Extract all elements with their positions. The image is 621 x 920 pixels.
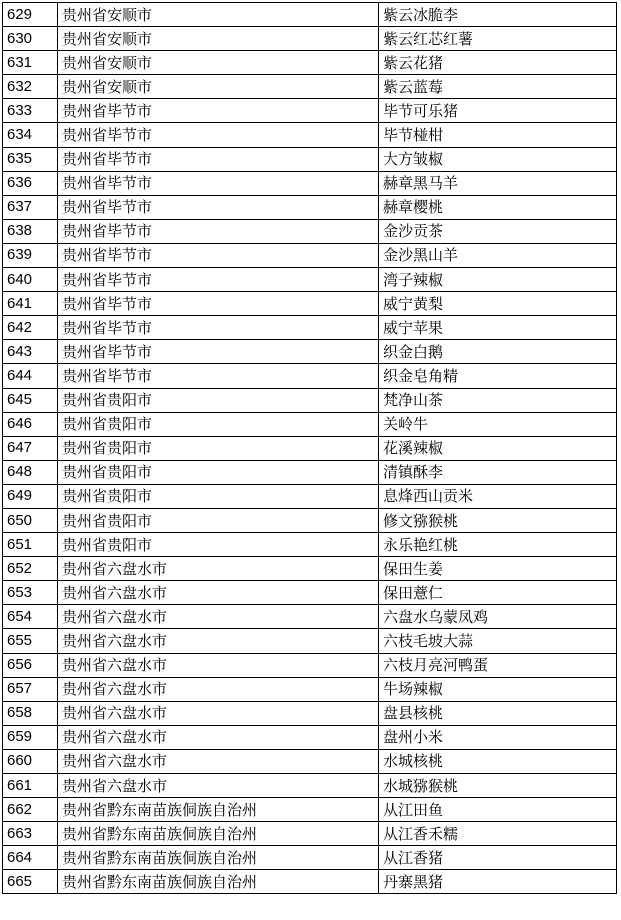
location-cell: 贵州省毕节市 xyxy=(58,195,379,219)
row-number-cell: 649 xyxy=(3,484,58,508)
product-name-cell: 水城核桃 xyxy=(379,749,617,773)
product-name-cell: 保田薏仁 xyxy=(379,581,617,605)
table-row xyxy=(3,51,617,75)
table-row xyxy=(3,195,617,219)
product-name-cell: 六盘水乌蒙凤鸡 xyxy=(379,605,617,629)
product-name-cell: 紫云花猪 xyxy=(379,51,617,75)
table-row xyxy=(3,171,617,195)
row-number-cell: 631 xyxy=(3,51,58,75)
row-number-cell: 636 xyxy=(3,171,58,195)
table-row xyxy=(3,99,617,123)
table-body xyxy=(3,3,617,894)
row-number-cell: 640 xyxy=(3,268,58,292)
table-row xyxy=(3,870,617,894)
row-number-cell: 654 xyxy=(3,605,58,629)
row-number-cell: 639 xyxy=(3,243,58,267)
location-cell: 贵州省六盘水市 xyxy=(58,677,379,701)
table-row xyxy=(3,388,617,412)
row-number-cell: 661 xyxy=(3,774,58,798)
row-number-cell: 663 xyxy=(3,822,58,846)
table-row xyxy=(3,219,617,243)
location-cell: 贵州省六盘水市 xyxy=(58,725,379,749)
row-number-cell: 651 xyxy=(3,533,58,557)
table-row xyxy=(3,316,617,340)
table-row xyxy=(3,533,617,557)
product-name-cell: 紫云冰脆李 xyxy=(379,3,617,27)
row-number-cell: 665 xyxy=(3,870,58,894)
product-name-cell: 清镇酥李 xyxy=(379,460,617,484)
table-row xyxy=(3,243,617,267)
table-row xyxy=(3,725,617,749)
location-cell: 贵州省毕节市 xyxy=(58,147,379,171)
product-name-cell: 紫云蓝莓 xyxy=(379,75,617,99)
row-number-cell: 658 xyxy=(3,701,58,725)
table-row xyxy=(3,123,617,147)
product-name-cell: 毕节可乐猪 xyxy=(379,99,617,123)
row-number-cell: 642 xyxy=(3,316,58,340)
product-name-cell: 丹寨黑猪 xyxy=(379,870,617,894)
product-name-cell: 修文猕猴桃 xyxy=(379,508,617,532)
product-name-cell: 织金皂角精 xyxy=(379,364,617,388)
product-name-cell: 永乐艳红桃 xyxy=(379,533,617,557)
location-cell: 贵州省安顺市 xyxy=(58,3,379,27)
product-name-cell: 梵净山茶 xyxy=(379,388,617,412)
row-number-cell: 634 xyxy=(3,123,58,147)
row-number-cell: 656 xyxy=(3,653,58,677)
location-cell: 贵州省贵阳市 xyxy=(58,412,379,436)
table-row xyxy=(3,75,617,99)
row-number-cell: 664 xyxy=(3,846,58,870)
row-number-cell: 645 xyxy=(3,388,58,412)
row-number-cell: 653 xyxy=(3,581,58,605)
location-cell: 贵州省安顺市 xyxy=(58,27,379,51)
product-name-cell: 保田生姜 xyxy=(379,557,617,581)
location-cell: 贵州省贵阳市 xyxy=(58,388,379,412)
location-cell: 贵州省毕节市 xyxy=(58,364,379,388)
location-cell: 贵州省贵阳市 xyxy=(58,484,379,508)
product-name-cell: 花溪辣椒 xyxy=(379,436,617,460)
table-row xyxy=(3,147,617,171)
table-row xyxy=(3,701,617,725)
row-number-cell: 629 xyxy=(3,3,58,27)
location-cell: 贵州省贵阳市 xyxy=(58,460,379,484)
row-number-cell: 646 xyxy=(3,412,58,436)
product-name-cell: 从江田鱼 xyxy=(379,798,617,822)
row-number-cell: 650 xyxy=(3,508,58,532)
location-cell: 贵州省六盘水市 xyxy=(58,774,379,798)
location-cell: 贵州省贵阳市 xyxy=(58,436,379,460)
row-number-cell: 643 xyxy=(3,340,58,364)
location-cell: 贵州省黔东南苗族侗族自治州 xyxy=(58,822,379,846)
location-cell: 贵州省六盘水市 xyxy=(58,557,379,581)
row-number-cell: 633 xyxy=(3,99,58,123)
location-cell: 贵州省安顺市 xyxy=(58,75,379,99)
product-name-cell: 盘县核桃 xyxy=(379,701,617,725)
location-cell: 贵州省六盘水市 xyxy=(58,605,379,629)
row-number-cell: 659 xyxy=(3,725,58,749)
row-number-cell: 632 xyxy=(3,75,58,99)
row-number-cell: 641 xyxy=(3,292,58,316)
table-row xyxy=(3,629,617,653)
product-name-cell: 织金白鹅 xyxy=(379,340,617,364)
table-row xyxy=(3,653,617,677)
table-row xyxy=(3,364,617,388)
location-cell: 贵州省贵阳市 xyxy=(58,508,379,532)
row-number-cell: 660 xyxy=(3,749,58,773)
product-name-cell: 威宁黄梨 xyxy=(379,292,617,316)
table-row xyxy=(3,822,617,846)
product-name-cell: 六枝月亮河鸭蛋 xyxy=(379,653,617,677)
product-name-cell: 关岭牛 xyxy=(379,412,617,436)
location-cell: 贵州省六盘水市 xyxy=(58,701,379,725)
table-row xyxy=(3,436,617,460)
product-name-cell: 湾子辣椒 xyxy=(379,268,617,292)
product-name-cell: 赫章黑马羊 xyxy=(379,171,617,195)
product-name-cell: 赫章樱桃 xyxy=(379,195,617,219)
location-cell: 贵州省黔东南苗族侗族自治州 xyxy=(58,846,379,870)
row-number-cell: 638 xyxy=(3,219,58,243)
row-number-cell: 652 xyxy=(3,557,58,581)
product-name-cell: 牛场辣椒 xyxy=(379,677,617,701)
table-row xyxy=(3,557,617,581)
location-cell: 贵州省六盘水市 xyxy=(58,629,379,653)
location-cell: 贵州省毕节市 xyxy=(58,268,379,292)
product-name-cell: 水城猕猴桃 xyxy=(379,774,617,798)
row-number-cell: 630 xyxy=(3,27,58,51)
product-name-cell: 六枝毛坡大蒜 xyxy=(379,629,617,653)
table-row xyxy=(3,508,617,532)
product-name-cell: 紫云红芯红薯 xyxy=(379,27,617,51)
location-cell: 贵州省毕节市 xyxy=(58,171,379,195)
table-row xyxy=(3,484,617,508)
product-name-cell: 金沙黑山羊 xyxy=(379,243,617,267)
table-row xyxy=(3,340,617,364)
row-number-cell: 635 xyxy=(3,147,58,171)
location-cell: 贵州省毕节市 xyxy=(58,292,379,316)
product-name-cell: 从江香禾糯 xyxy=(379,822,617,846)
table-row xyxy=(3,3,617,27)
table-row xyxy=(3,605,617,629)
table-row xyxy=(3,846,617,870)
table-row xyxy=(3,798,617,822)
table-row xyxy=(3,412,617,436)
location-cell: 贵州省黔东南苗族侗族自治州 xyxy=(58,870,379,894)
product-name-cell: 从江香猪 xyxy=(379,846,617,870)
table-row xyxy=(3,460,617,484)
product-name-cell: 大方皱椒 xyxy=(379,147,617,171)
table-row xyxy=(3,292,617,316)
product-table xyxy=(2,2,617,894)
table-row xyxy=(3,27,617,51)
row-number-cell: 657 xyxy=(3,677,58,701)
location-cell: 贵州省毕节市 xyxy=(58,316,379,340)
row-number-cell: 647 xyxy=(3,436,58,460)
table-row xyxy=(3,268,617,292)
table-row xyxy=(3,677,617,701)
location-cell: 贵州省安顺市 xyxy=(58,51,379,75)
row-number-cell: 662 xyxy=(3,798,58,822)
location-cell: 贵州省黔东南苗族侗族自治州 xyxy=(58,798,379,822)
row-number-cell: 644 xyxy=(3,364,58,388)
product-name-cell: 威宁苹果 xyxy=(379,316,617,340)
product-name-cell: 盘州小米 xyxy=(379,725,617,749)
location-cell: 贵州省六盘水市 xyxy=(58,653,379,677)
location-cell: 贵州省六盘水市 xyxy=(58,581,379,605)
table-row xyxy=(3,581,617,605)
location-cell: 贵州省毕节市 xyxy=(58,340,379,364)
location-cell: 贵州省毕节市 xyxy=(58,99,379,123)
table-row xyxy=(3,774,617,798)
location-cell: 贵州省六盘水市 xyxy=(58,749,379,773)
product-name-cell: 息烽西山贡米 xyxy=(379,484,617,508)
location-cell: 贵州省毕节市 xyxy=(58,219,379,243)
location-cell: 贵州省贵阳市 xyxy=(58,533,379,557)
product-name-cell: 金沙贡茶 xyxy=(379,219,617,243)
row-number-cell: 648 xyxy=(3,460,58,484)
table-row xyxy=(3,749,617,773)
product-name-cell: 毕节椪柑 xyxy=(379,123,617,147)
row-number-cell: 655 xyxy=(3,629,58,653)
location-cell: 贵州省毕节市 xyxy=(58,123,379,147)
row-number-cell: 637 xyxy=(3,195,58,219)
location-cell: 贵州省毕节市 xyxy=(58,243,379,267)
